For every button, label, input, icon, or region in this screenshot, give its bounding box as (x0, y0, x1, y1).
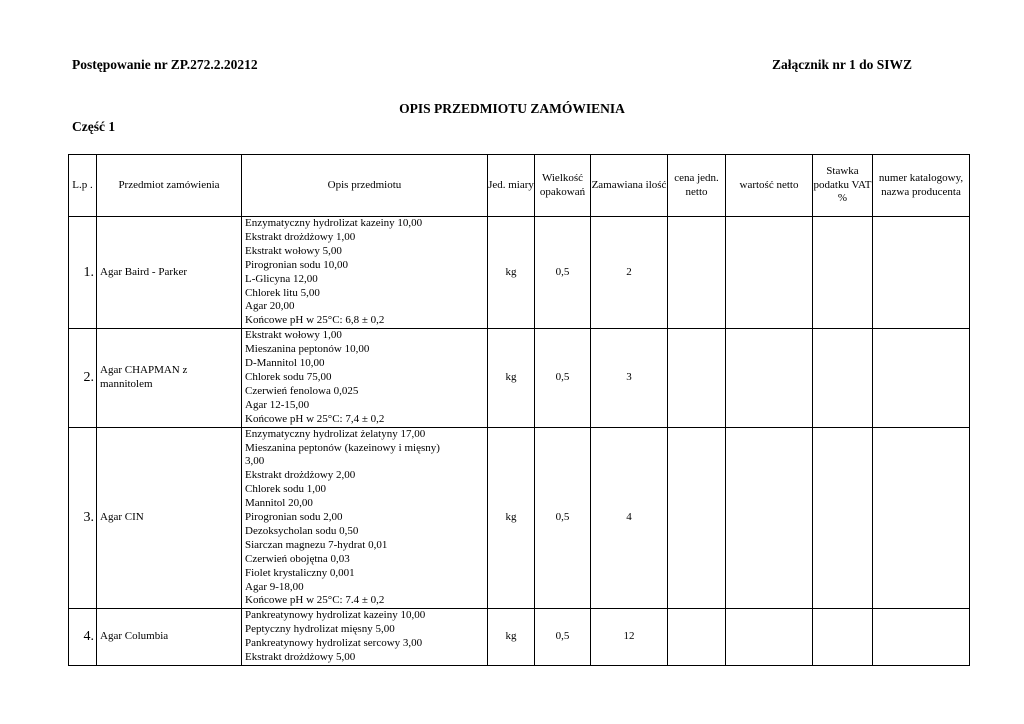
description-line: Fiolet krystaliczny 0,001 (245, 566, 355, 579)
row-number: 2. (69, 329, 97, 427)
description-line: Agar 12-15,00 (245, 398, 310, 411)
package-cell: 0,5 (535, 609, 591, 666)
row-number: 1. (69, 217, 97, 329)
col-net-value: wartość netto (726, 155, 813, 217)
description-line: Chlorek sodu 1,00 (245, 483, 326, 496)
description-line: Ekstrakt drożdżowy 2,00 (245, 469, 356, 482)
quantity-cell: 3 (591, 329, 668, 427)
unit-price-cell (668, 609, 726, 666)
description-line: Końcowe pH w 25°C: 6,8 ± 0,2 (245, 314, 385, 327)
item-name: Agar Baird - Parker (97, 217, 242, 329)
proceeding-number: Postępowanie nr ZP.272.2.20212 (72, 57, 258, 72)
table-row (69, 217, 970, 329)
item-description (242, 427, 488, 609)
description-line: Peptyczny hydrolizat mięsny 5,00 (245, 623, 395, 636)
description-line: L-Glicyna 12,00 (245, 272, 318, 285)
attachment-label: Załącznik nr 1 do SIWZ (771, 57, 912, 72)
col-description: Opis przedmiotu (242, 155, 488, 217)
description-line: Pirogronian sodu 10,00 (245, 258, 348, 271)
description-line: D-Mannitol 10,00 (245, 357, 325, 370)
table-row (69, 427, 970, 609)
description-line: Końcowe pH w 25°C: 7,4 ± 0,2 (245, 412, 385, 425)
description-line: Ekstrakt drożdżowy 5,00 (245, 651, 356, 664)
col-unit-price: cena jedn. netto (668, 155, 726, 217)
description-line: Mieszanina peptonów 10,00 (245, 343, 370, 356)
row-number: 4. (69, 609, 97, 666)
description-line: Agar 9-18,00 (245, 580, 304, 593)
net-value-cell (726, 427, 813, 609)
col-unit: Jed. miary (488, 155, 535, 217)
description-line: Ekstrakt wołowy 1,00 (245, 329, 342, 342)
vat-cell (813, 217, 873, 329)
description-line: Chlorek litu 5,00 (245, 286, 320, 299)
vat-cell (813, 609, 873, 666)
catalog-cell (873, 427, 970, 609)
net-value-cell (726, 329, 813, 427)
col-catalog: numer katalogowy, nazwa producenta (873, 155, 970, 217)
package-cell: 0,5 (535, 217, 591, 329)
net-value-cell (726, 217, 813, 329)
description-line: Pankreatynowy hydrolizat kazeiny 10,00 (245, 609, 426, 622)
description-line: Enzymatyczny hydrolizat kazeiny 10,00 (245, 217, 423, 229)
order-table (68, 154, 970, 666)
col-lp: L.p . (69, 155, 97, 217)
vat-cell (813, 427, 873, 609)
unit-cell: kg (488, 427, 535, 609)
description-line: Agar 20,00 (245, 300, 295, 313)
description-line: Końcowe pH w 25°C: 7.4 ± 0,2 (245, 594, 385, 607)
quantity-cell: 12 (591, 609, 668, 666)
description-line: Chlorek sodu 75,00 (245, 370, 332, 383)
description-line: Czerwień fenolowa 0,025 (245, 384, 359, 397)
description-line: Ekstrakt wołowy 5,00 (245, 244, 342, 257)
item-description (242, 217, 488, 329)
unit-price-cell (668, 329, 726, 427)
package-cell: 0,5 (535, 427, 591, 609)
catalog-cell (873, 609, 970, 666)
description-line: Ekstrakt drożdżowy 1,00 (245, 230, 356, 243)
description-line: Dezoksycholan sodu 0,50 (245, 524, 359, 537)
unit-price-cell (668, 217, 726, 329)
table-row (69, 609, 970, 666)
col-package: Wielkość opakowań (535, 155, 591, 217)
net-value-cell (726, 609, 813, 666)
item-name: Agar CIN (97, 427, 242, 609)
row-number: 3. (69, 427, 97, 609)
table-row (69, 329, 970, 427)
unit-cell: kg (488, 329, 535, 427)
part-label: Część 1 (72, 119, 116, 134)
catalog-cell (873, 217, 970, 329)
item-name: Agar CHAPMAN z mannitolem (97, 329, 242, 427)
item-description (242, 329, 488, 427)
catalog-cell (873, 329, 970, 427)
item-name: Agar Columbia (97, 609, 242, 666)
unit-cell: kg (488, 609, 535, 666)
description-line: Enzymatyczny hydrolizat żelatyny 17,00 (245, 427, 426, 440)
description-line: Pankreatynowy hydrolizat sercowy 3,00 (245, 637, 423, 650)
document-title: OPIS PRZEDMIOTU ZAMÓWIENIA (399, 101, 625, 116)
col-quantity: Zamawiana ilość (591, 155, 668, 217)
description-line: 3,00 (245, 455, 265, 468)
col-subject: Przedmiot zamówienia (97, 155, 242, 217)
table-header-row (69, 155, 970, 217)
unit-cell: kg (488, 217, 535, 329)
col-vat: Stawka podatku VAT % (813, 155, 873, 217)
quantity-cell: 2 (591, 217, 668, 329)
unit-price-cell (668, 427, 726, 609)
description-line: Mannitol 20,00 (245, 497, 313, 510)
description-line: Pirogronian sodu 2,00 (245, 511, 343, 524)
description-line: Siarczan magnezu 7-hydrat 0,01 (245, 538, 388, 551)
description-line: Mieszanina peptonów (kazeinowy i mięsny) (245, 441, 440, 454)
vat-cell (813, 329, 873, 427)
item-description (242, 609, 488, 666)
description-line: Czerwień obojętna 0,03 (245, 552, 350, 565)
package-cell: 0,5 (535, 329, 591, 427)
quantity-cell: 4 (591, 427, 668, 609)
